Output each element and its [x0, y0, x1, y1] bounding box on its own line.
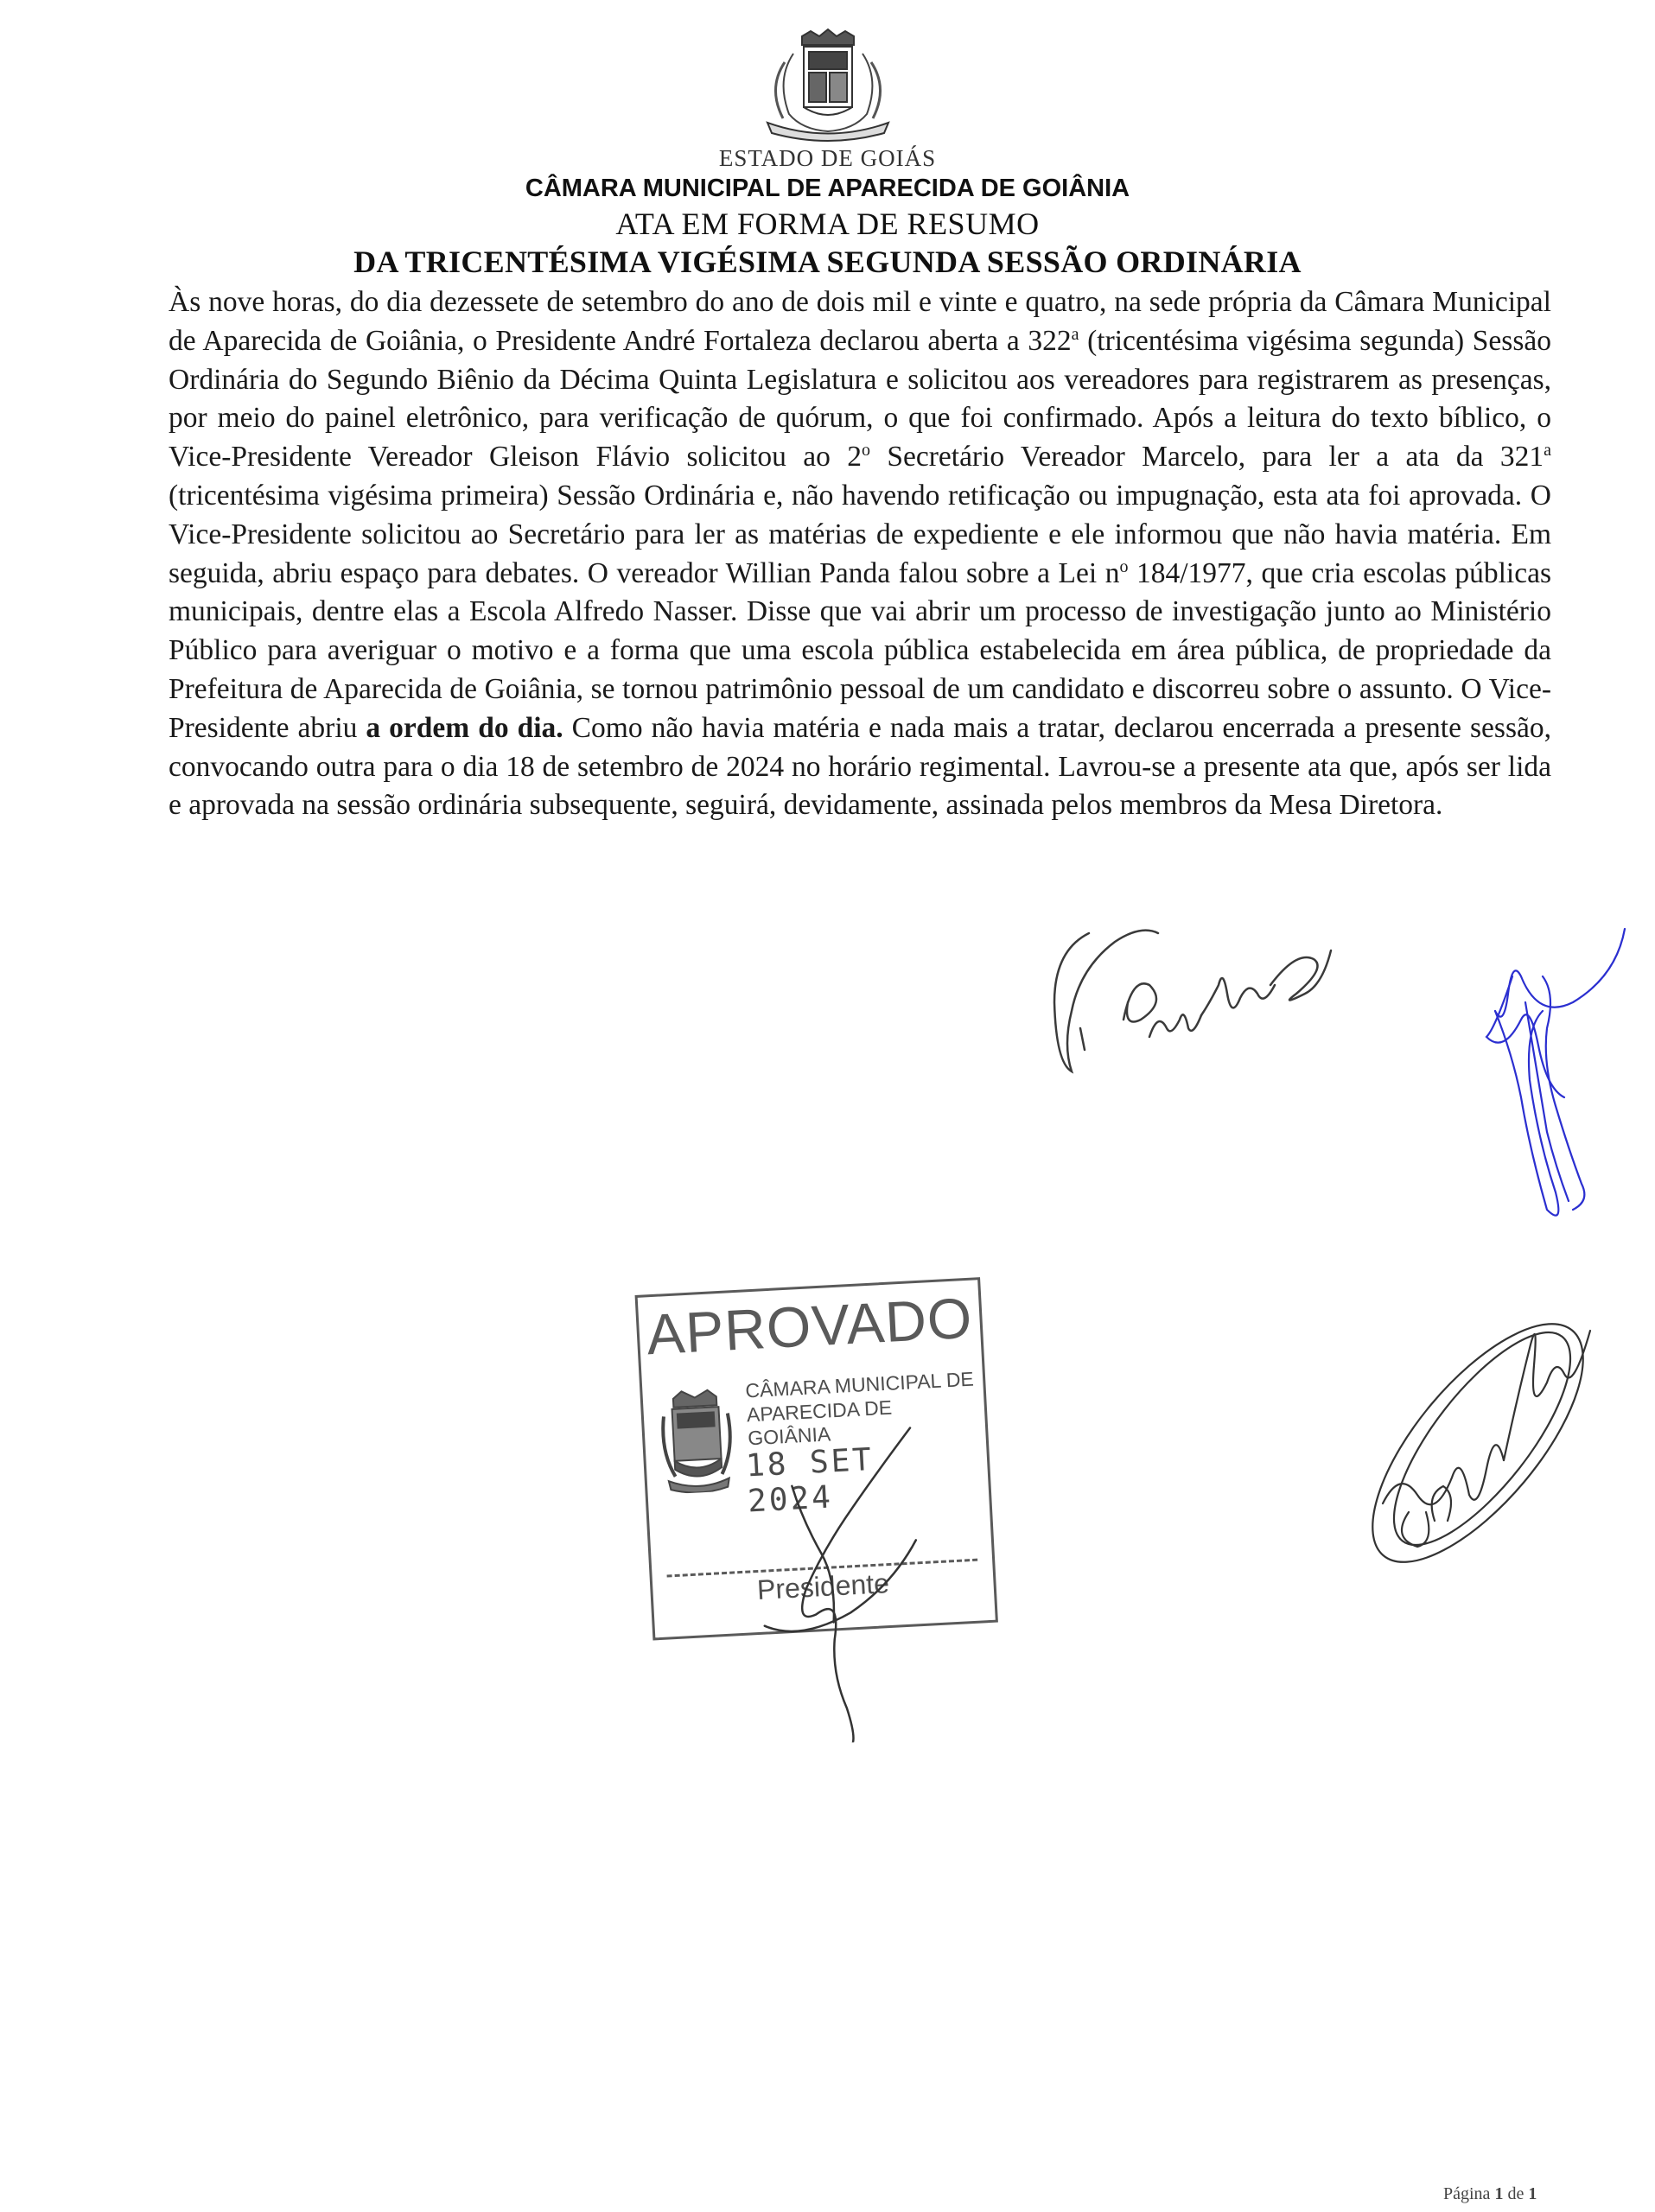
- signature-3: [1331, 1296, 1616, 1581]
- body-segment: Às nove horas, do dia dezessete de setembro do ano de dois mil e vinte e quatro, na sede própria da Câmara Municipal de Aparecida de Goiânia, o Presidente André Fortaleza declarou aberta a 322: [169, 286, 1551, 357]
- president-signature: [736, 1408, 961, 1747]
- stamp-org-line-2: APARECIDA DE GOIÂNIA: [746, 1395, 893, 1450]
- header-estado: ESTADO DE GOIÁS: [718, 145, 937, 171]
- superscript: a: [1071, 324, 1079, 344]
- municipal-emblem-icon: [655, 1387, 738, 1495]
- body-segment: (tricentésima vigésima segunda) Sessão Ordinária do Segundo Biênio da Décima Quinta Legislatura e solicitou aos vereadores para registrarem as presenças, por meio do painel eletrônico, para verificação de quórum, o que foi confirmado. Após a leitura do texto bíblico, o Vice-Presidente Vereador Gleison Flávio solicitou ao 2: [169, 324, 1551, 474]
- body-segment: (tricentésima vigésima primeira) Sessão Ordinária e, não havendo retificação ou impugnação, esta ata foi aprovada. O Vice-Presidente solicitou ao Secretário para ler as matérias de expediente e ele informou que não havia matéria. Em seguida, abriu espaço para debates. O vereador Willian Panda falou sobre a Lei n: [169, 479, 1551, 589]
- stamp-org-line-1: CÂMARA MUNICIPAL DE: [744, 1367, 975, 1402]
- header-camara: CÂMARA MUNICIPAL DE APARECIDA DE GOIÂNIA: [525, 175, 1130, 202]
- page-of-label: de: [1507, 2184, 1525, 2203]
- page-footer: [1443, 2184, 1537, 2204]
- superscript: o: [862, 441, 870, 461]
- superscript: a: [1544, 441, 1551, 461]
- stamp-role: Presidente: [756, 1567, 890, 1606]
- title-line-2: DA TRICENTÉSIMA VIGÉSIMA SEGUNDA SESSÃO ORDINÁRIA: [353, 245, 1302, 279]
- page-label: Página: [1443, 2184, 1491, 2203]
- stamp-date: 18 SET 2024: [745, 1441, 875, 1520]
- page-total: 1: [1528, 2184, 1537, 2203]
- page-number: 1: [1494, 2184, 1504, 2203]
- minutes-body: [169, 283, 1551, 825]
- body-segment: 184/1977, que cria escolas públicas municipais, dentre elas a Escola Alfredo Nasser. Disse que vai abrir um processo de investigação junto ao Ministério Público para averiguar o motivo e a forma que uma escola pública estabelecida em área pública, de propriedade da Prefeitura de Aparecida de Goiânia, se tornou patrimônio pessoal de um candidato e discorreu sobre o assunto. O Vice-Presidente abriu: [169, 556, 1551, 744]
- body-segment: Secretário Vereador Marcelo, para ler a ata da 321: [870, 441, 1544, 474]
- approval-stamp: [635, 1277, 1008, 1649]
- body-segment: Como não havia matéria e nada mais a tratar, declarou encerrada a presente sessão, convocando outra para o dia 18 de setembro de 2024 no horário regimental. Lavrou-se a presente ata que, após ser lida e aprovada na sessão ordinária subsequente, seguirá, devidamente, assinada pelos membros da Mesa Diretora.: [169, 711, 1551, 822]
- stamp-title: APROVADO: [645, 1285, 974, 1367]
- body-bold-segment: a ordem do dia.: [366, 711, 563, 744]
- title-line-1: ATA EM FORMA DE RESUMO: [615, 207, 1040, 241]
- superscript: o: [1119, 556, 1129, 576]
- signature-2: [1461, 925, 1633, 1236]
- signature-1: [1037, 899, 1348, 1089]
- municipal-coat-of-arms-icon: [742, 28, 914, 149]
